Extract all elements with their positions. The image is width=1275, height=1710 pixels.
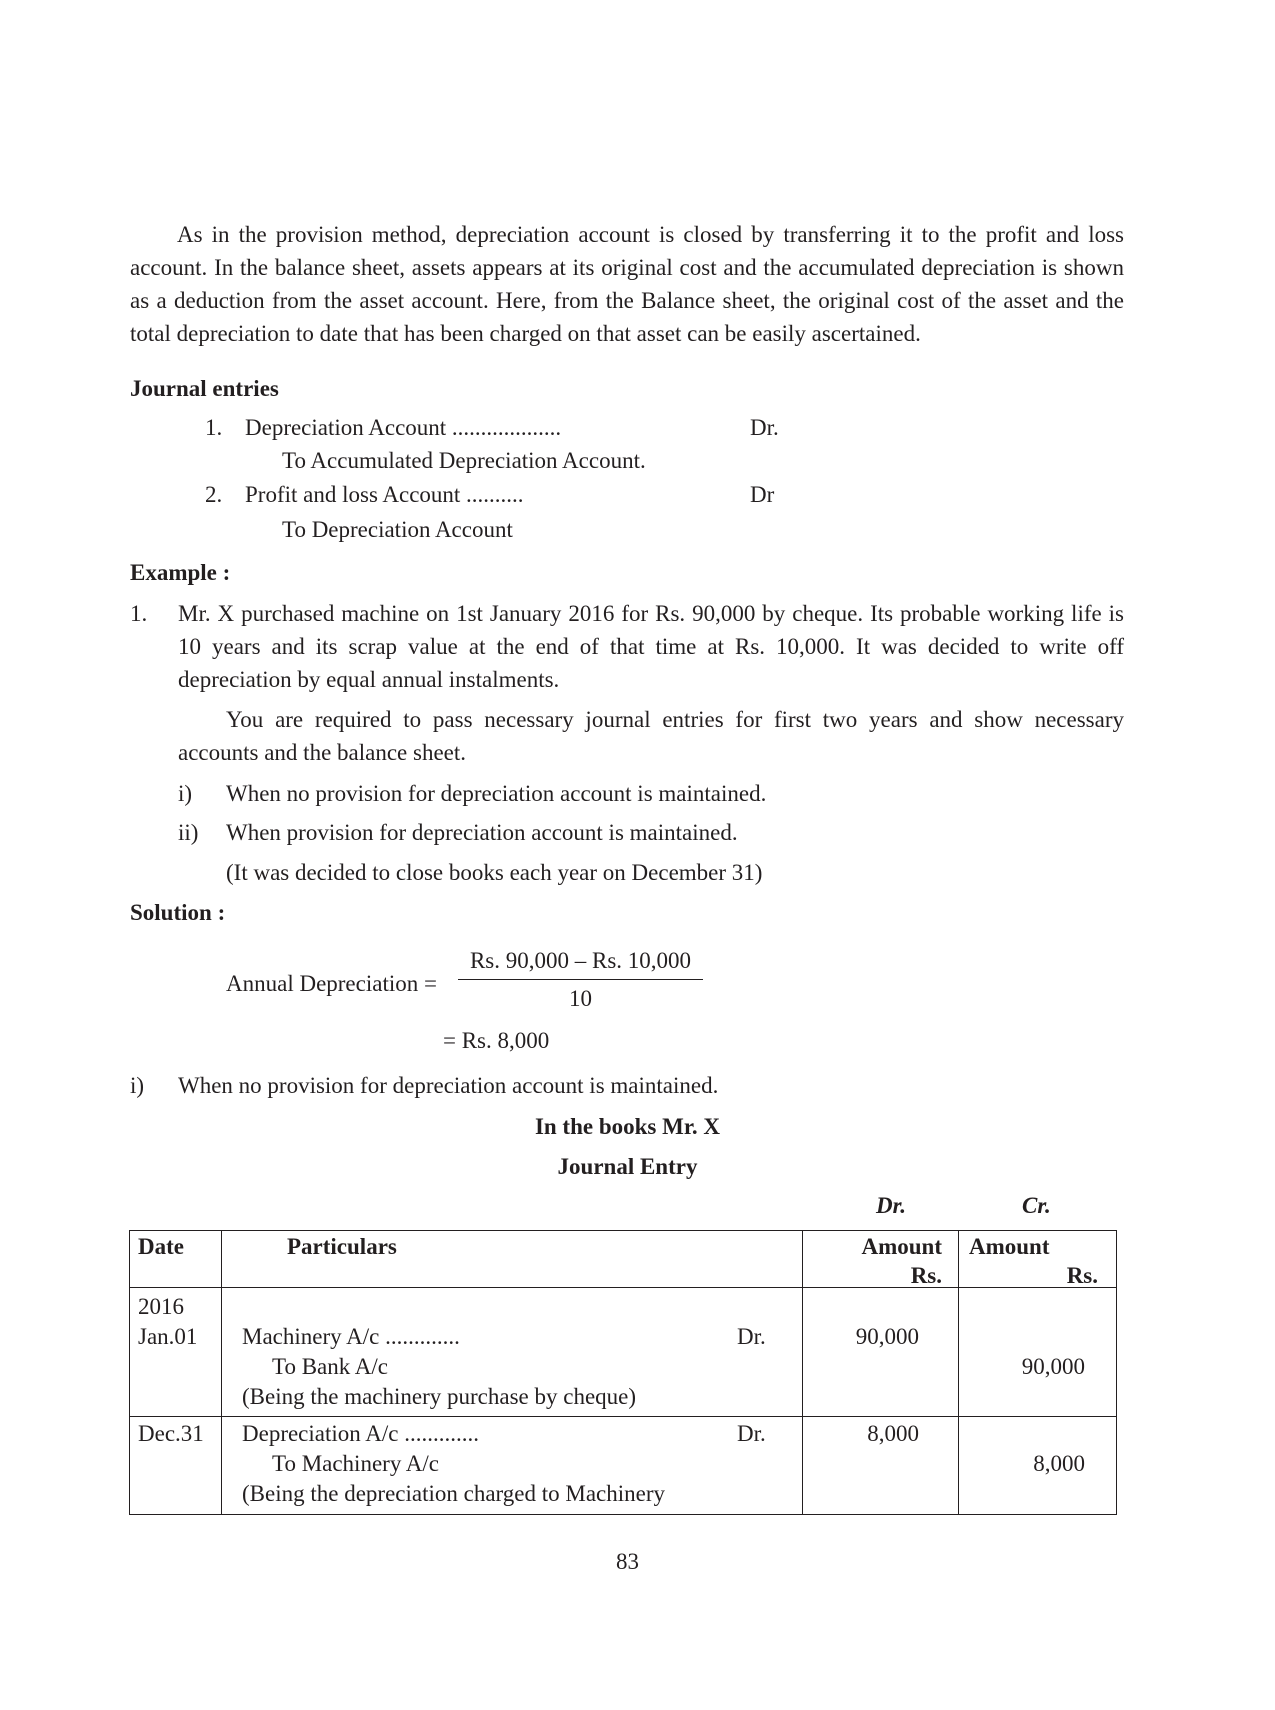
formula-numerator: Rs. 90,000 – Rs. 10,000 — [469, 948, 692, 973]
page-number: 83 — [616, 1549, 639, 1574]
formula-result: = Rs. 8,000 — [443, 1028, 550, 1053]
books-title: In the books Mr. X — [534, 1114, 721, 1139]
header-dr-unit: Rs. — [910, 1263, 942, 1288]
case-2-text: When provision for depreciation account is maintained. — [226, 820, 738, 845]
entry-1-debit: Depreciation Account ................... — [245, 415, 562, 440]
case-2-number: ii) — [178, 820, 199, 845]
row-1-cr-amount: 90,000 — [1021, 1354, 1085, 1379]
solution-case-text: When no provision for depreciation account is maintained. — [178, 1073, 719, 1098]
header-particulars: Particulars — [287, 1234, 397, 1259]
entry-1-number: 1. — [205, 415, 223, 440]
row-1-narration: (Being the machinery purchase by cheque) — [242, 1384, 637, 1409]
header-date: Date — [138, 1234, 184, 1259]
header-dr-amount: Amount — [861, 1234, 942, 1259]
row-2-dr: Dr. — [737, 1421, 766, 1446]
row-1-debit: Machinery A/c ............. — [242, 1324, 460, 1349]
example-heading: Example : — [130, 560, 231, 585]
journal-table — [129, 1230, 1117, 1515]
example-note: (It was decided to close books each year on December 31) — [226, 860, 763, 885]
example-number: 1. — [130, 601, 148, 626]
case-1-text: When no provision for depreciation account is maintained. — [226, 781, 767, 806]
column-divider — [221, 1230, 222, 1515]
row-1-date-year: 2016 — [138, 1294, 184, 1319]
example-requirement: You are required to pass necessary journal entries for first two years and show necessary accounts and the balance sheet. — [178, 707, 1124, 765]
cr-column-label: Cr. — [1022, 1193, 1051, 1218]
entry-1-dr: Dr. — [750, 415, 779, 440]
entry-2-dr: Dr — [750, 482, 775, 507]
formula-label: Annual Depreciation = — [226, 971, 437, 996]
header-cr-unit: Rs. — [1066, 1263, 1098, 1288]
journal-entries-heading: Journal entries — [130, 376, 279, 401]
entry-1-credit: To Accumulated Depreciation Account. — [282, 448, 646, 473]
entry-2-credit: To Depreciation Account — [282, 517, 513, 542]
row-1-date: Jan.01 — [138, 1324, 198, 1349]
solution-heading: Solution : — [130, 900, 226, 925]
row-2-dr-amount: 8,000 — [867, 1421, 919, 1446]
row-2-debit: Depreciation A/c ............. — [242, 1421, 479, 1446]
header-cr-amount: Amount — [969, 1234, 1050, 1259]
example-question: Mr. X purchased machine on 1st January 2016 for Rs. 90,000 by cheque. Its probable working life is 10 years and its scrap value at the end of that time at Rs. 10,000. It was decided to write off depreciation by equal annual instalments. — [178, 601, 1124, 692]
row-2-credit: To Machinery A/c — [272, 1451, 440, 1476]
row-1-dr: Dr. — [737, 1324, 766, 1349]
intro-paragraph: As in the provision method, depreciation account is closed by transferring it to the profit and loss account. In the balance sheet, assets appears at its original cost and the accumulated depreciation is shown as a deduction from the asset account. Here, from the Balance sheet, the original cost of the asset and the total depreciation to date that has been charged on that asset can be easily ascertained. — [130, 222, 1124, 346]
row-2-cr-amount: 8,000 — [1033, 1451, 1085, 1476]
fraction-bar — [458, 979, 703, 980]
row-divider — [129, 1416, 1117, 1417]
row-2-narration: (Being the depreciation charged to Machinery — [242, 1481, 665, 1506]
row-1-dr-amount: 90,000 — [855, 1324, 919, 1349]
dr-column-label: Dr. — [876, 1193, 907, 1218]
row-2-date: Dec.31 — [138, 1421, 204, 1446]
solution-case-number: i) — [130, 1073, 145, 1098]
entry-2-debit: Profit and loss Account .......... — [245, 482, 524, 507]
entry-2-number: 2. — [205, 482, 223, 507]
formula-denominator: 10 — [569, 986, 592, 1011]
row-1-credit: To Bank A/c — [272, 1354, 388, 1379]
journal-title: Journal Entry — [557, 1154, 698, 1179]
case-1-number: i) — [178, 781, 193, 806]
